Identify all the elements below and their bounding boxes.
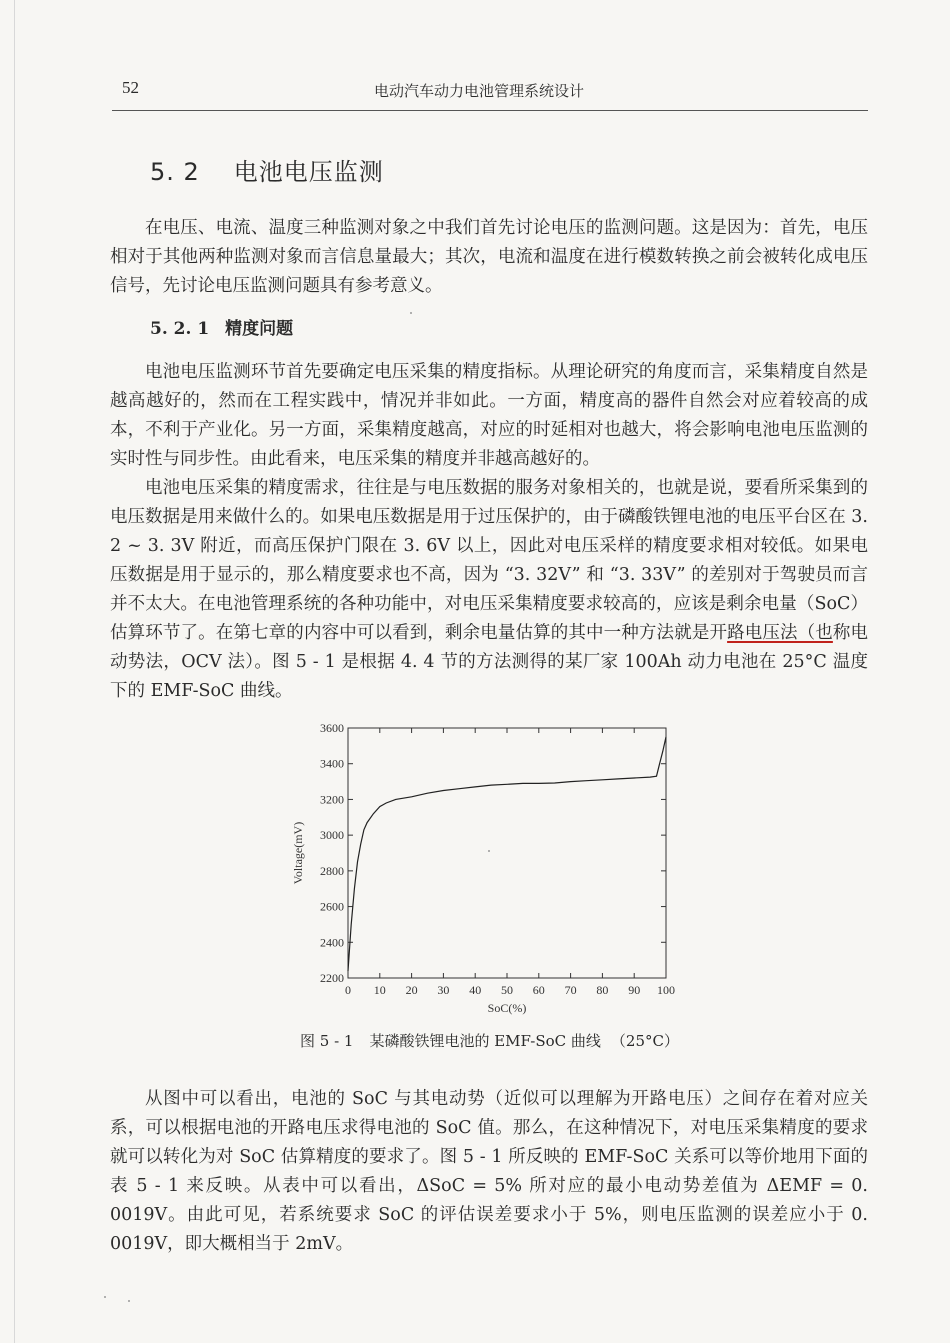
requirements-text-after: 称电动势法，OCV 法）。图 5 - 1 是根据 4. 4 节的方法测得的某厂家 100Ah 动力电池在 25°C 温度下的 EMF-SoC 曲线。 xyxy=(110,623,869,701)
paragraph-intro: 在电压、电流、温度三种监测对象之中我们首先讨论电压的监测问题。这是因为：首先，电压相对于其他两种监测对象而言信息量最大；其次，电流和温度在进行模数转换之前会被转化成电压信号，先讨论电压监测问题具有参考意义。 xyxy=(110,218,868,296)
y-tick-label: 3200 xyxy=(320,792,344,807)
y-axis-label: Voltage(mV) xyxy=(291,821,305,885)
paragraph-precision xyxy=(110,358,868,706)
emf-soc-curve xyxy=(348,737,666,971)
red-underlined-text: 路电压法（也 xyxy=(727,623,833,643)
paragraph-analysis: 从图中可以看出，电池的 SoC 与其电动势（近似可以理解为开路电压）之间存在着对应关系，可以根据电池的开路电压求得电池的 SoC 值。那么，在这种情况下，对电压采集精度的要求就可以转化为对 SoC 估算精度的要求了。图 5 - 1 所反映的 EMF-SoC 关系可以等价地用下面的表 5 - 1 来反映。从表中可以看出，ΔSoC = 5% 所对应的最小电动势差值为 ΔEMF = 0. 0019V。由此可见，若系统要求 SoC 的评估误差要求小于 5%，则电压监测的误差应小于 0. 0019V，即大概相当于 2mV。 xyxy=(110,1089,868,1254)
figure-caption xyxy=(300,1030,679,1051)
running-title: 电动汽车动力电池管理系统设计 xyxy=(374,82,585,100)
x-tick-label: 100 xyxy=(657,983,675,997)
subsection-number: 5. 2. 1 xyxy=(150,319,210,339)
y-tick-label: 3000 xyxy=(320,828,344,843)
y-tick-label: 3400 xyxy=(320,756,344,771)
x-tick-label: 80 xyxy=(596,983,609,997)
paragraph-requirements-text xyxy=(110,474,868,706)
x-tick-label: 10 xyxy=(373,983,386,997)
x-tick-label: 30 xyxy=(437,983,450,997)
figure-title: 某磷酸铁锂电池的 EMF-SoC 曲线 xyxy=(369,1032,601,1050)
page-number: 52 xyxy=(122,78,139,97)
figure-temperature: （25°C） xyxy=(610,1032,679,1050)
speck xyxy=(410,312,412,314)
emf-soc-chart xyxy=(280,712,700,1022)
figure-label: 图 5 - 1 xyxy=(300,1032,354,1050)
subsection-title: 精度问题 xyxy=(225,319,294,339)
page-header xyxy=(112,74,868,111)
speck xyxy=(488,850,490,852)
subsection-heading xyxy=(150,314,293,339)
page-binding-edge xyxy=(14,0,15,1343)
y-tick-label: 2400 xyxy=(320,935,344,950)
section-number: 5. 2 xyxy=(150,158,200,186)
section-heading xyxy=(150,152,384,187)
y-tick-label: 3600 xyxy=(320,721,344,735)
x-axis-label: SoC(%) xyxy=(487,1001,527,1015)
paragraph-precision-text: 电池电压监测环节首先要确定电压采集的精度指标。从理论研究的角度而言，采集精度自然是越高越好的，然而在工程实践中，情况并非如此。一方面，精度高的器件自然会对应着较高的成本，不利于产业化。另一方面，采集精度越高，对应的时延相对也越大，将会影响电池电压监测的实时性与同步性。由此看来，电压采集的精度并非越高越好的。 xyxy=(110,362,868,469)
x-tick-label: 60 xyxy=(532,983,545,997)
x-tick-label: 20 xyxy=(405,983,418,997)
x-tick-label: 50 xyxy=(501,983,513,997)
y-tick-label: 2200 xyxy=(320,971,344,985)
requirements-text-before: 电池电压采集的精度需求，往往是与电压数据的服务对象相关的，也就是说，要看所采集到的电压数据是用来做什么的。如果电压数据是用于过压保护的，由于磷酸铁锂电池的电压平台区在 3. 2 ~ 3. 3V 附近，而高压保护门限在 3. 6V 以上，因此对电压采样的精度要求相对较低。如果电压数据是用于显示的，那么精度要求也不高，因为 “3. 32V” 和 “3. 33V” 的差别对于驾驶员而言并不太大。在电池管理系统的各种功能中，对电压采集精度要求较高的，应该是剩余电量（SoC）估算环节了。在第七章的内容中可以看到，剩余电量估算的其中一种方法就是开 xyxy=(110,478,868,643)
section-title: 电池电压监测 xyxy=(233,158,384,186)
x-tick-label: 40 xyxy=(469,983,482,997)
chart-svg xyxy=(280,712,700,1022)
x-tick-label: 70 xyxy=(564,983,577,997)
x-tick-label: 90 xyxy=(628,983,641,997)
speck xyxy=(104,1296,106,1298)
y-tick-label: 2800 xyxy=(320,863,344,878)
y-tick-label: 2600 xyxy=(320,899,344,914)
x-tick-label: 0 xyxy=(345,983,351,997)
speck xyxy=(128,1300,130,1302)
plot-frame xyxy=(348,728,666,978)
